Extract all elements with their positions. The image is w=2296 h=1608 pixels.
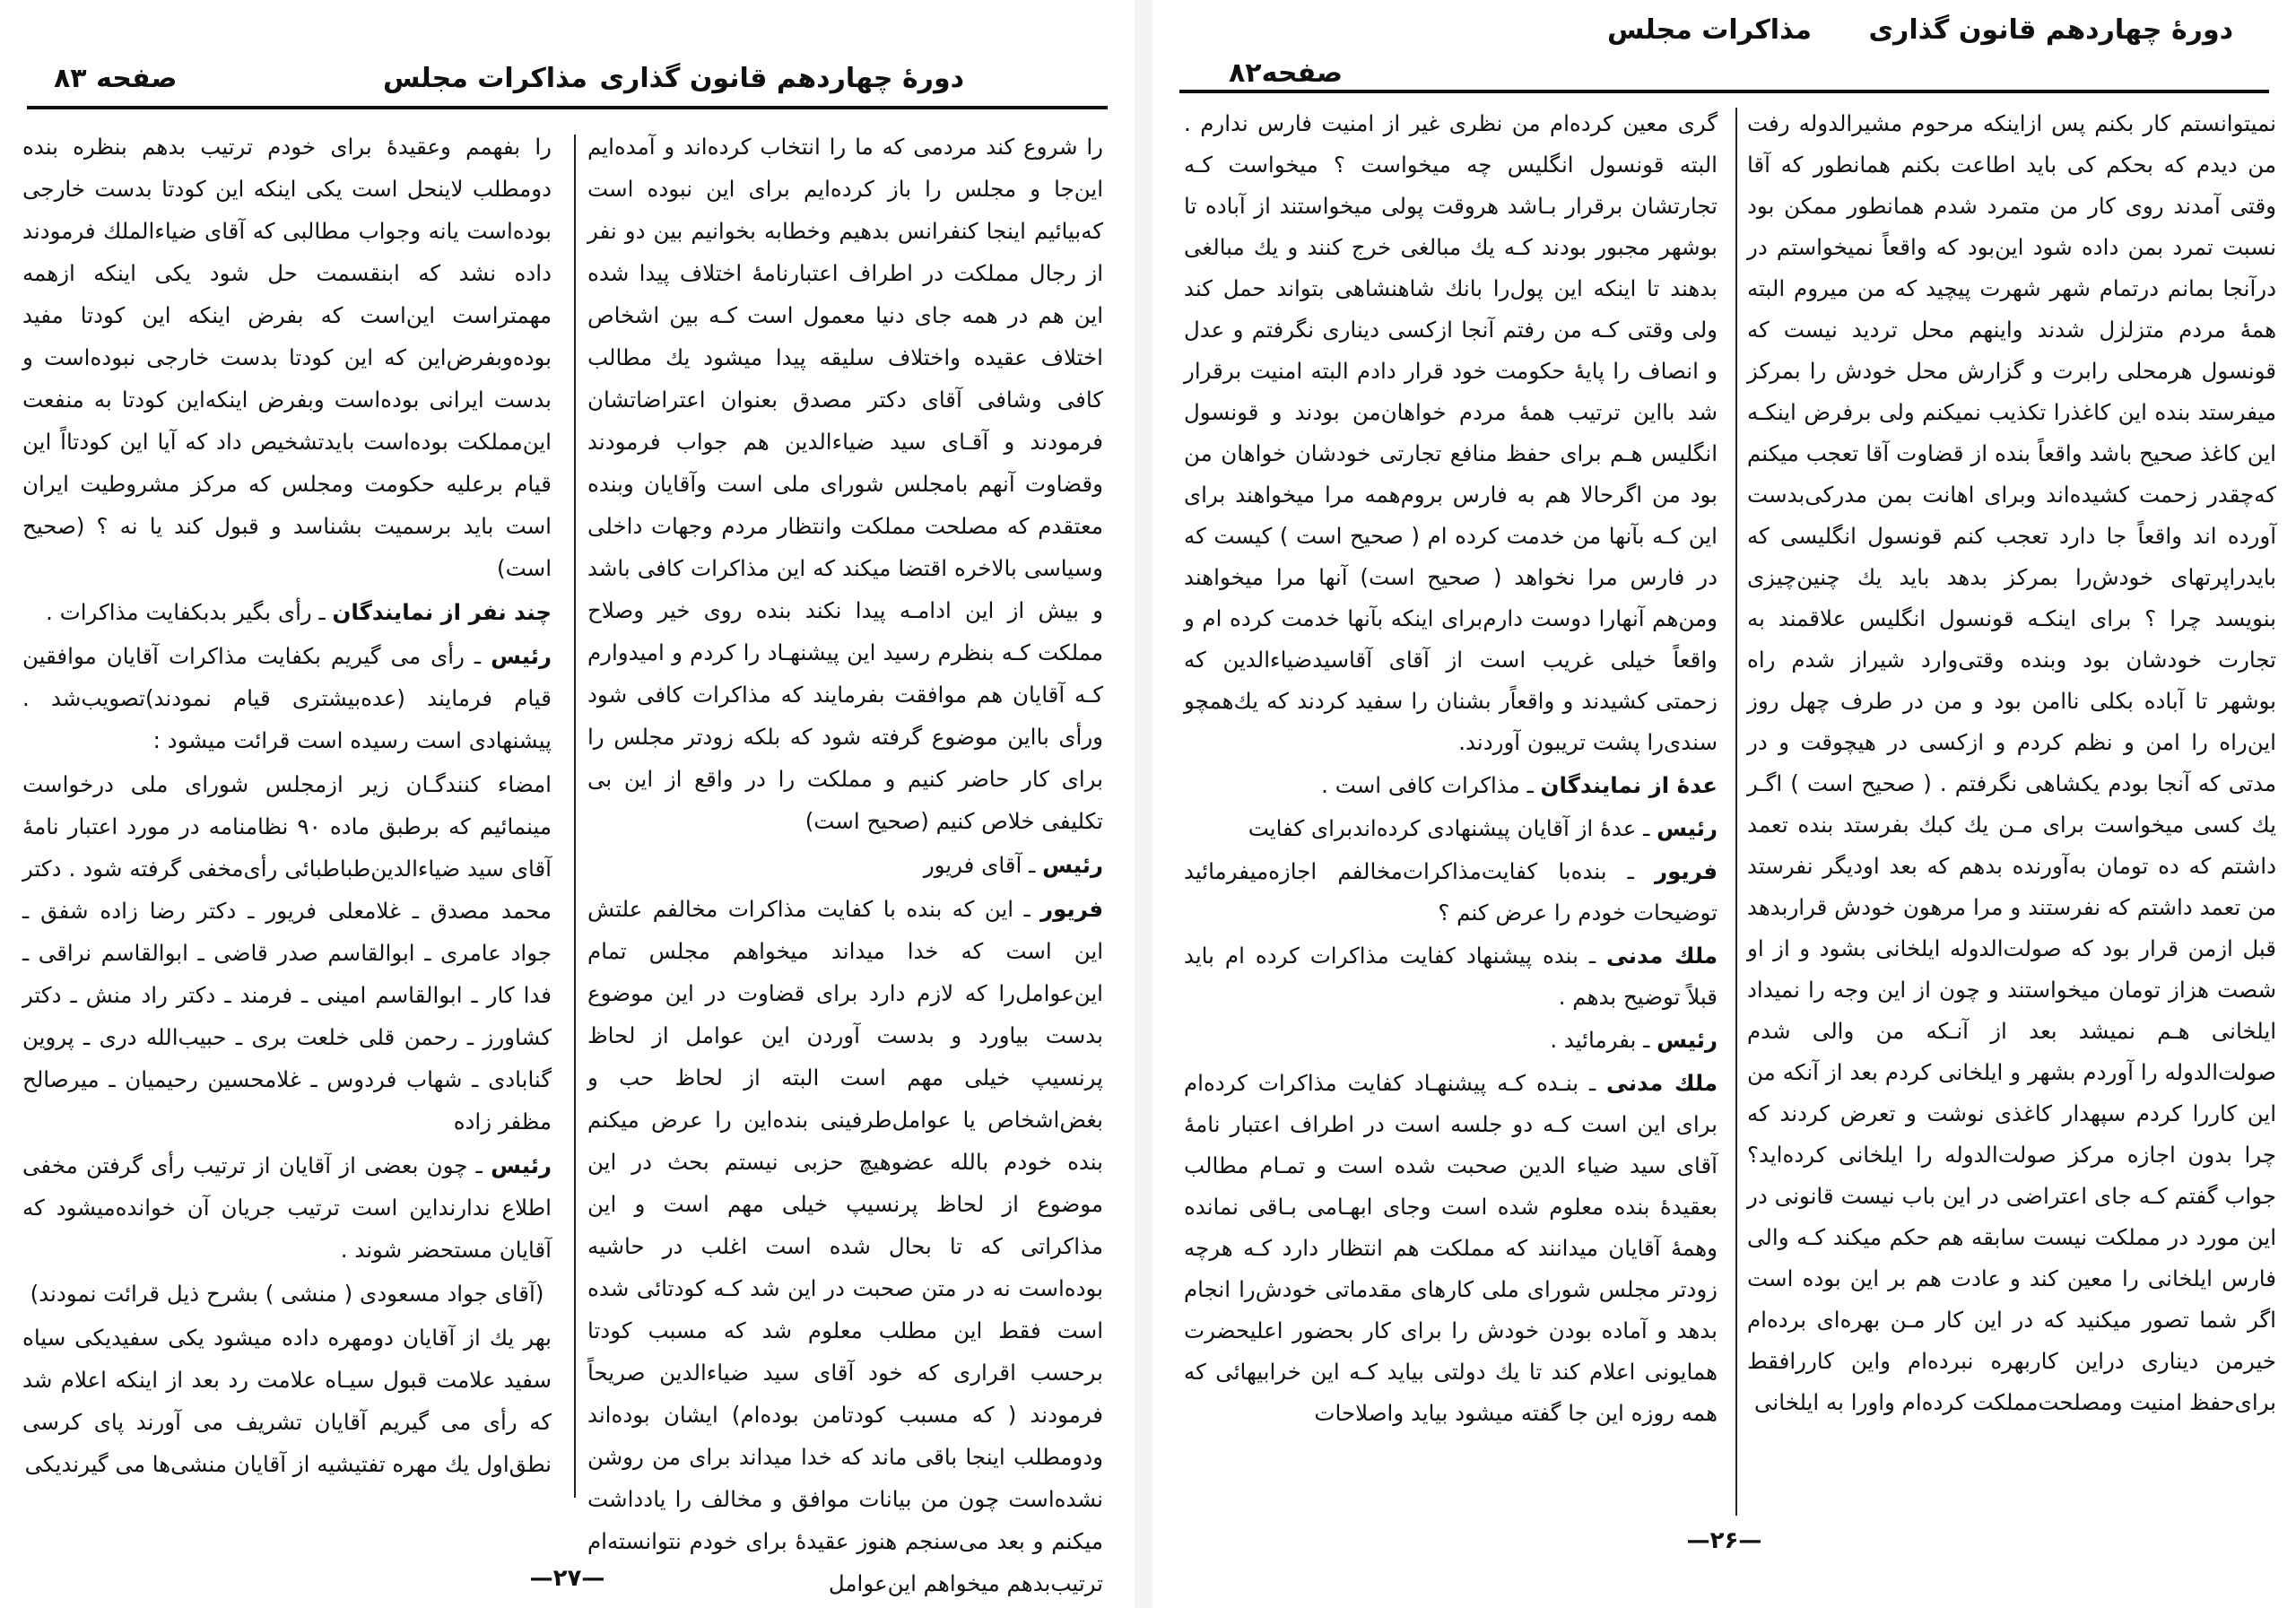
speaker-paragraph [1184, 765, 1718, 806]
speaker-name: ملك مدنی [1606, 1070, 1718, 1096]
text-paragraph [22, 126, 552, 589]
text-paragraph [22, 1273, 552, 1315]
speaker-name: ملك مدنی [1606, 943, 1718, 969]
paragraph-text: ـ رأی می گیریم بکفایت مذاکرات آقایان موافقین قیام فرمایند (عده‌بیشتری قیام نمودند)تصویب‌شد . پیشنهادی است رسیده است قرائت میشود : [22, 643, 552, 753]
text-paragraph [22, 1317, 552, 1485]
paragraph-text: بهر یك از آقایان دومهره داده میشود یکی سفیدیکی سیاه سفید علامت قبول سیـاه علامت رد بعد از اینکه اعلام شد که رأی می گیریم آقایان تشریف می آورند پای کرسی نطق‌اول یك مهره تفتیشیه از آقایان منشی‌ها می گیرندیکی [22, 1325, 552, 1477]
speaker-name: رئیس [491, 1152, 552, 1178]
paragraph-text: (آقای جواد مسعودی ( منشی ) بشرح ذیل قرائت نمودند) [30, 1281, 544, 1307]
paragraph-text: گری معین کرده‌ام من نظری غیر از امنیت فارس ندارم . البته قونسول انگلیس چه میخواست ؟ میخواست کـه تجارتشان برقرار بـاشد هروقت پولی میخواستند از آباده تا بوشهر مجبور بودند کـه یك مبالغی خرج کنند و یك مبالغی بدهند تا اینکه این پول‌را بانك شاهنشاهی بتواند حمل کند ولی وقتی کـه من رفتم آنجا ازکسی دیناری نگرفتم و عدل و انصاف را پایهٔ حکومت خود قرار دادم البته امنیت برقرار شد بااین ترتیب همهٔ مردم خواهان‌من بودند و قونسول انگلیس هـم برای حفظ منافع تجارتی خودشان خواهان من بود من اگرحالا هم به فارس بروم‌همه مرا میخواهند برای این کـه بآنها من خدمت کرده ام ( صحیح است ) کیست که در فارس مرا نخواهد ( صحیح است) آنها مرا میخواهند ومن‌هم آنهارا دوست دارم‌برای اینکه بآنها خدمت کرده ام و واقعاً خیلی غریب است از آقای آقاسیدضیاءالدین که زحمتی کشیدند و واقعاًر بشنان را سفید کردند که یك‌همچو سندی‌را پشت تریبون آوردند. [1184, 110, 1718, 755]
paragraph-text: را بفهمم وعقیدهٔ برای خودم ترتیب بدهم بنظره بنده دومطلب لاینحل است یکی اینکه این کودتا بدست خارجی بوده‌است یانه وجواب مطالبی که آقای ضیاءالملك فرمودند داده نشد که ابنقسمت حل شود یکی اینکه ازهمه مهمتراست این‌است که بفرض اینکه این کودتا مفید بوده‌وبفرض‌این که این کودتا بدست خارجی نبوده‌است و بدست ایرانی بوده‌است وبفرض اینکه‌این کودتا به منفعت این‌مملکت بوده‌است بایدتشخیص داد که آیا این کودتااً این قیام برعلیه حکومت ومجلس که مرکز مشروطیت ایران است باید برسمیت بشناسد و قبول کند یا نه ؟ (صحیح است) [22, 134, 552, 581]
text-column-left [1184, 103, 1718, 1520]
speaker-name: رئیس [1042, 852, 1103, 878]
speaker-paragraph [1184, 935, 1718, 1018]
paragraph-text: ـ این که بنده با کفایت مذاکرات مخالفم علتش این است که خدا میداند میخواهم مجلس تمام این‌عوامل‌را که لازم دارد برای قضاوت در این موضوع بدست بیاورد و بدست آوردن این عوامل از لحاظ پرنسیپ خیلی مهم است البته از لحاظ حب و بغض‌اشخاص یا عوامل‌طرفینی بنده‌این را عرض میکنم بنده خودم بالله عضوهیچ حزبی نیستم بحث در این موضوع از لحاظ پرنسیپ خیلی مهم است و این مذاکراتی که تا بحال شده است اغلب در حاشیه بوده‌است نه در متن صحبت در این شد کـه کودتائی شده است فقط این مطلب معلوم شد که مسبب کودتا برحسب اقراری که خود آقای سید ضیاءالدین صریحاً فرمودند ( که مسبب کودتامن بوده‌ام) ایشان بوده‌اند ودومطلب اینجا باقی ماند که خدا میداند برای من روشن نشده‌است چون من بیانات موافق و مخالف را یادداشت میکنم و بعد می‌سنجم هنوز عقیدهٔ برای خودم نتوانسته‌ام ترتیب‌بدهم میخواهم این‌عوامل [587, 896, 1103, 1596]
running-title: مذاکرات مجلس [1606, 14, 1812, 46]
paragraph-text: ـ بنـده کـه پیشنهـاد کفایت مذاکرات کرده‌ام برای این است کـه دو جلسه است در اطراف اعتبار نامهٔ آقای سید ضیاء الدین صحبت شده است و تمـام مطالب بعقیدهٔ بنده معلوم شده است وجای ابهـامی بـاقی نمانده وهمهٔ آقایان میدانند که مملکت هم انتظار دارد کـه هرچه زودتر مجلس شورای ملی کارهای مقدماتی خودش‌را انجام بدهد و آماده بودن خودش را برای کار بحضور اعلیحضرت همایونی اعلام کند تا یك دولتی بیاید کـه این خرابیهائی که همه روزه این جا گفته میشود بیاید واصلاحات [1184, 1070, 1718, 1426]
header-rule [27, 106, 1108, 109]
speaker-paragraph [1184, 808, 1718, 849]
speaker-paragraph [1184, 1063, 1718, 1434]
text-paragraph [587, 126, 1103, 842]
text-column-right [1747, 103, 2276, 1520]
paragraph-text: ـ آقای فریور [923, 852, 1043, 878]
volume-title: دورهٔ چهاردهم قانون گذاری [599, 63, 964, 94]
paragraph-text: ـ مذاکرات کافی است . [1321, 772, 1541, 798]
speaker-paragraph [22, 635, 552, 761]
page-number-label: صفحه ۸۳ [54, 63, 178, 94]
left-page-header [27, 63, 1108, 108]
paragraph-text: ـ عدهٔ از آقایان پیشنهادی کرده‌اند‌برای کفایت [1248, 815, 1657, 841]
column-divider [1735, 108, 1737, 1516]
speaker-name: فریور [1040, 896, 1103, 922]
text-paragraph [22, 763, 552, 1143]
speaker-name: عدهٔ از نمایندگان [1540, 772, 1718, 798]
volume-title: دورهٔ چهاردهم قانون گذاری [1868, 14, 2233, 46]
text-column-left [22, 126, 552, 1498]
running-title: مذاکرات مجلس [382, 63, 587, 94]
left-page [0, 0, 1135, 1608]
paragraph-text: ـ بفرمائید . [1550, 1027, 1657, 1053]
speaker-name: چند نفر از نمایندگان [332, 599, 552, 625]
right-page-header [1179, 14, 2269, 89]
paragraph-text: نمیتوانستم کار بکنم پس ازاینکه مرحوم مشیرالدوله رفت من دیدم که بحکم کی باید اطاعت بکنم همانطور که آقا وقتی آمدند روی کار من متمرد شدم همانطور ممکن بود نسبت تمرد بمن داده شود این‌بود که واقعاً نمیخواستم در درآنجا بمانم درتمام شهر شهرت پیچید که من میروم البته همهٔ مردم متزلزل شدند واینهم محل تردید نیست که قونسول هرمحلی رابرت و گزارش محل خودش را بمرکز میفرستد بنده این کاغذرا تکذیب نمیکنم ولی برفرض اینکـه این کاغذ صحیح باشد واقعاً بنده از قضاوت آقا تعجب میکنم که‌چقدر زحمت کشیده‌اند وبرای اهانت بمن مدرکی‌بدست آورده اند واقعاً جا دارد تعجب کنم قونسول انگلیسی که بایدراپرتهای خودش‌را بمرکز بدهد باید یك چنین‌چیزی بنویسد چرا ؟ برای اینکـه قونسول انگلیس علاقمند به تجارت خودشان بود وبنده وقتی‌وارد شیراز شدم راه بوشهر تا آباده بکلی ناامن بود و من در طرف چهل روز این‌راه را امن و نظم کردم و ازکسی در هیچوقت و در مدتی که آنجا بودم یکشاهی نگرفتم . ( صحیح است ) اگـر یك کسی میخواست برای مـن یك کبك بفرستد بنده تعمد داشتم که ده تومان به‌آورنده بدهم که بعد اودیگر نفرستد من تعمد داشتم که نفرستند و مرا مرهون خودش قراربدهد قبل ازمن قرار بود که صولت‌الدوله ایلخانی بشود و از او شصت هزاز تومان میخواستند و چون از این وجه را نمیداد ایلخانی هـم نمیشد بعد از آنـکه من والی شدم صولت‌الدوله را آوردم بشهر و ایلخانی کردم بعد از آنکه من این کاررا کردم سپهدار کاغذی نوشت و تعرض کردند که چرا بدون اجازه مرکز صولت‌الدوله را ایلخانی کرده‌اید؟ جواب گفتم کـه جای اعتراضی در این باب نیست قانونی در این مورد در مملکت نیست سابقه هم حکم میکند کـه والی فارس ایلخانی را معین کند و عادت هم بر این بوده است اگر شما تصور میکنید که در این کار مـن بهره‌ای برده‌ام خیرمن دیناری دراین کاربهره نبرده‌ام واین کاررافقط برای‌حفظ امنیت ومصلحت‌مملکت کرده‌ام واورا به ایلخانی [1747, 110, 2276, 1415]
speaker-paragraph [1184, 851, 1718, 934]
text-paragraph [1747, 103, 2276, 1423]
page-footer: —۲۷— [529, 1565, 605, 1592]
page-footer: —۲۶— [1686, 1527, 1762, 1554]
paragraph-text: امضاء کنندگـان زیر ازمجلس شورای ملی درخواست مینمائیم که برطبق ماده ۹۰ نظامنامه در مورد اعتبار نامهٔ آقای سید ضیاءالدین‌طباطبائی رأی‌مخفی گرفته شود . دکتر محمد مصدق ـ غلامعلی فریور ـ دکتر رضا زاده شفق ـ جواد عامری ـ ابوالقاسم صدر قاضی ـ ابوالقاسم نراقی ـ فدا کار ـ ابوالقاسم امینی ـ فرمند ـ دکتر راد منش ـ دکتر کشاورز ـ رحمن قلی خلعت بری ـ حبیب‌الله دری ـ پروین گنابادی ـ شهاب فردوس ـ غلامحسین رحیمیان ـ میرصالح مظفر زاده [22, 771, 552, 1134]
header-rule [1179, 90, 2269, 93]
speaker-paragraph [587, 844, 1103, 886]
speaker-name: رئیس [1657, 815, 1718, 841]
text-column-right [587, 126, 1103, 1596]
paragraph-text: ـ چون بعضی از آقایان از ترتیب رأی گرفتن مخفی اطلاع ندارند‌این است ترتیب جریان آن خوانده‌میشود که آقایان مستحضر شوند . [22, 1152, 552, 1263]
book-gutter [1135, 0, 1152, 1608]
paragraph-text: را شروع کند مردمی که ما را انتخاب کرده‌اند و آمده‌ایم این‌جا و مجلس را باز کرده‌ایم برای این نبوده است که‌بیائیم اینجا کنفرانس بدهیم وخطابه بخوانیم بین دو نفر از رجال مملکت در اطراف اعتبارنامهٔ اختلاف پیدا شده این هم در همه جای دنیا معمول است کـه بین اشخاص اختلاف عقیده واختلاف سلیقه پیدا میشود یك مطالب کافی وشافی آقای دکتر مصدق بعنوان اعتراضاتشان فرمودند و آقـای سید ضیاءالدین هم جواب فرمودند وقضاوت آنهم بامجلس شورای ملی است وآقایان وبنده معتقدم که مصلحت مملکت وانتظار مردم وجهات داخلی وسیاسی بالاخره اقتضا میکند که این مذاکرات کافی باشد و بیش از این ادامـه پیدا نکند بنده روی خیر وصلاح مملکت کـه بنظرم رسید این پیشنهـاد را کردم و امیدوارم کـه آقایان هم موافقت بفرمایند که مذاکرات کافی شود ورأی بااین موضوع گرفته شود که بلکه زودتر مجلس را برای کار حاضر کنیم و مملکت را در واقع از این بی تکلیفی خلاص کنیم (صحیح است) [587, 134, 1103, 834]
speaker-paragraph [22, 591, 552, 633]
speaker-name: فریور [1655, 858, 1718, 884]
speaker-name: رئیس [491, 643, 552, 669]
paragraph-text: ـ بنده پیشنهاد کفایت مذاکرات کرده ام باید قبلاً توضیح بدهم . [1184, 943, 1718, 1010]
column-divider [574, 135, 576, 1498]
paragraph-text: ـ رأی بگیر بدبکفایت مذاکرات . [46, 599, 333, 625]
page-number-label: صفحه۸۲ [1229, 57, 1344, 89]
right-page [1152, 0, 2296, 1608]
speaker-paragraph [22, 1144, 552, 1271]
text-paragraph [1184, 103, 1718, 763]
speaker-paragraph [1184, 1020, 1718, 1061]
speaker-paragraph [587, 888, 1103, 1604]
speaker-name: رئیس [1657, 1027, 1718, 1053]
paragraph-text: ـ بنده‌با کفایت‌مذاکرات‌مخالفم اجازه‌میفرمائید توضیحات خودم را عرض کنم ؟ [1184, 858, 1718, 926]
